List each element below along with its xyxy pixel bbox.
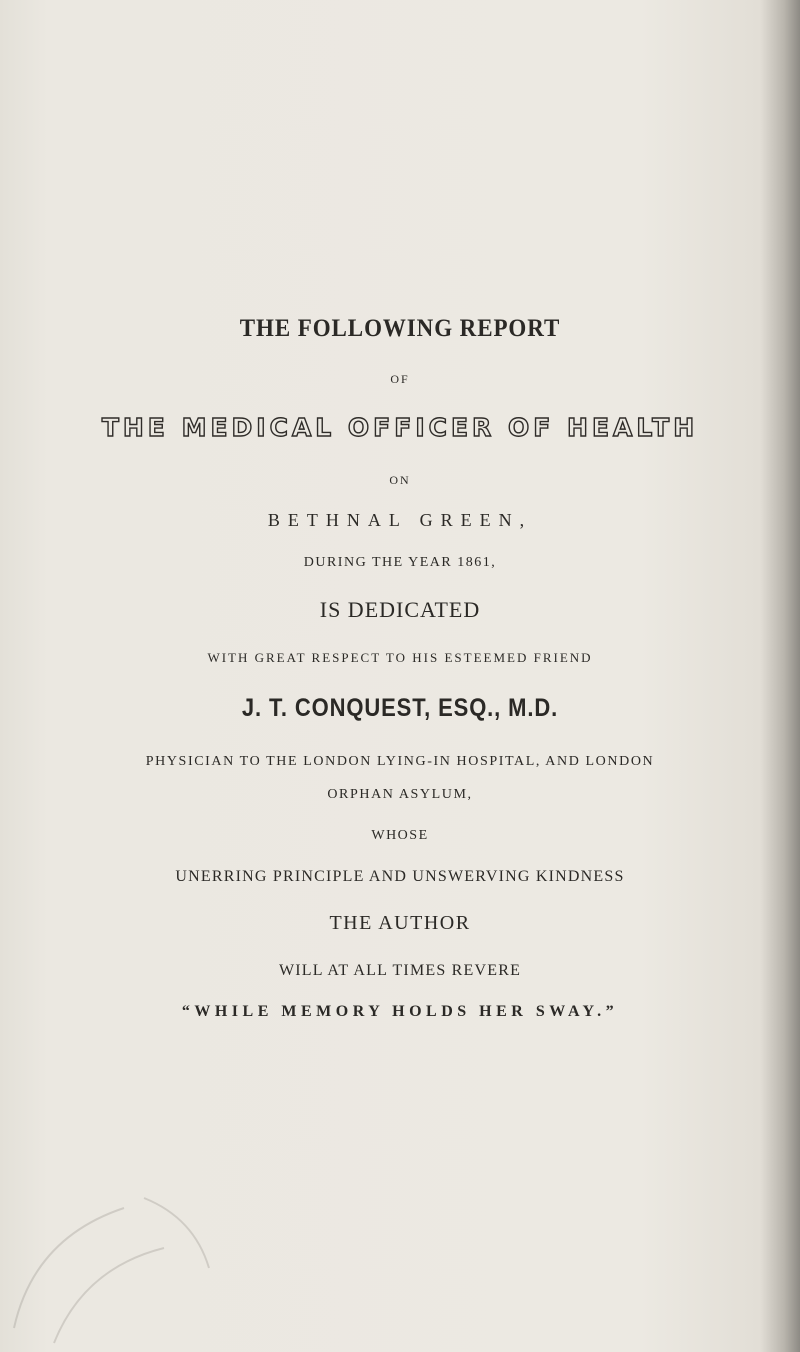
library-stamp-watermark bbox=[0, 1178, 224, 1348]
dedicatee-title-line2: ORPHAN ASYLUM, bbox=[327, 787, 473, 802]
heading-following-report: THE FOLLOWING REPORT bbox=[239, 315, 561, 342]
dedicatee-title-line1: PHYSICIAN TO THE LONDON LYING-IN HOSPITAL, AND LONDON bbox=[145, 754, 655, 769]
principle-line: UNERRING PRINCIPLE AND UNSWERVING KINDNESS bbox=[175, 868, 625, 885]
closing-quote: “WHILE MEMORY HOLDS HER SWAY.” bbox=[181, 1003, 619, 1020]
year-line: DURING THE YEAR 1861, bbox=[303, 555, 497, 570]
word-of: OF bbox=[390, 372, 410, 386]
respect-line: WITH GREAT RESPECT TO HIS ESTEEMED FRIEND bbox=[207, 650, 593, 665]
place-name: BETHNAL GREEN, bbox=[267, 510, 533, 530]
heading-medical-officer: THE MEDICAL OFFICER OF HEALTH bbox=[101, 413, 699, 442]
is-dedicated: IS DEDICATED bbox=[319, 597, 481, 622]
word-on: ON bbox=[389, 473, 411, 487]
word-whose: WHOSE bbox=[371, 828, 429, 843]
revere-line: WILL AT ALL TIMES REVERE bbox=[278, 962, 522, 979]
dedicatee-name: J. T. CONQUEST, ESQ., M.D. bbox=[241, 694, 559, 722]
the-author: THE AUTHOR bbox=[329, 912, 471, 934]
